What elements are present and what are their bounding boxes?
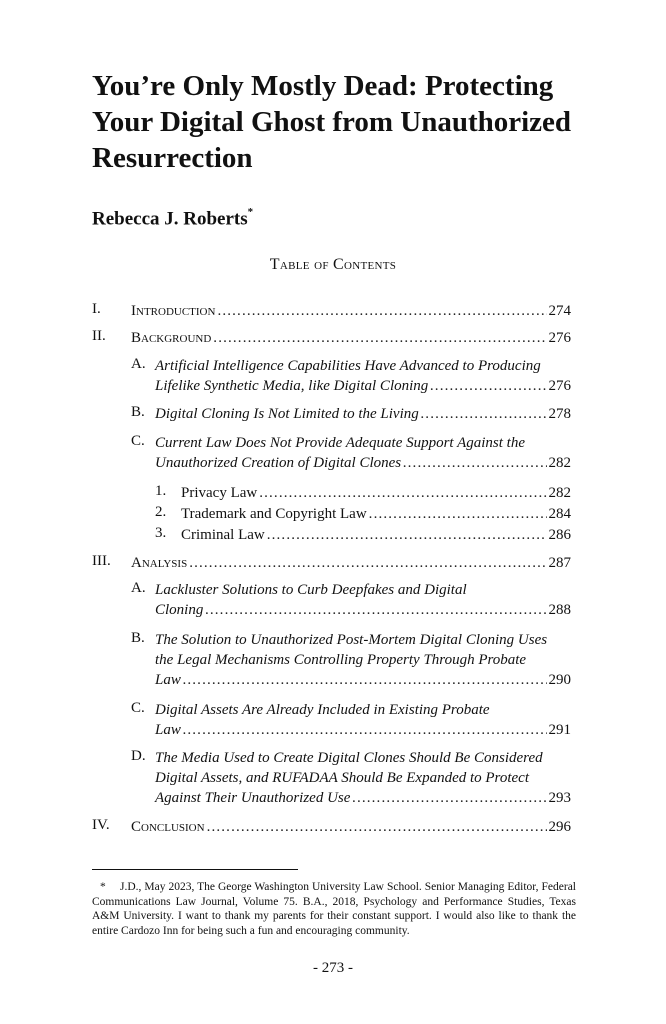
toc-entry-line: Artificial Intelligence Capabilities Have Advanced to Producing: [155, 358, 541, 374]
toc-entry-line: Against Their Unauthorized Use: [155, 790, 351, 806]
toc-entry-label: Background: [131, 330, 212, 346]
footnote: [92, 880, 576, 938]
toc-entry-line: Cloning: [155, 602, 204, 618]
toc-entry-line: Law: [155, 672, 181, 688]
toc-entry-criminal-law[interactable]: [181, 525, 571, 545]
toc-entry-conclusion[interactable]: [131, 817, 571, 837]
toc-page-number: 291: [548, 722, 571, 738]
toc-iic1-number: 1.: [155, 483, 167, 499]
toc-entry-line: Digital Assets, and RUFADAA Should Be Expanded to Protect: [155, 770, 529, 786]
page-number: - 273 -: [313, 960, 353, 976]
toc-iiic-number: C.: [131, 700, 145, 716]
toc-entry-analysis[interactable]: [131, 553, 571, 573]
toc-iiia-number: A.: [131, 580, 146, 596]
footnote-text: J.D., May 2023, The George Washington University Law School. Senior Managing Editor, Federal Communications Law Journal, Volume 75. B.A., 2018, Psychology and Performance Studies, Texas A&M University. I want to thank my parents for their constant support. I would also like to thank the entire Cardozo Inn for being such a fun and encouraging community.: [92, 881, 576, 937]
dot-leader: [352, 788, 546, 808]
toc-entry-lackluster-solutions[interactable]: [155, 580, 571, 620]
author-line: [92, 208, 253, 230]
toc-entry-digital-assets-probate[interactable]: [155, 700, 571, 740]
toc-page-number: 278: [548, 406, 571, 422]
toc-iiib-number: B.: [131, 630, 145, 646]
toc-page-number: 286: [548, 527, 571, 543]
dot-leader: [430, 376, 546, 396]
toc-heading: Table of Contents: [269, 256, 397, 273]
toc-entry-trademark-copyright[interactable]: [181, 504, 571, 524]
toc-entry-label: Criminal Law: [181, 527, 265, 543]
toc-entry-probate-solution[interactable]: [155, 630, 571, 690]
toc-entry-label: Privacy Law: [181, 485, 258, 501]
dot-leader: [217, 301, 546, 321]
dot-leader: [207, 817, 547, 837]
toc-entry-ai-capabilities[interactable]: [155, 356, 571, 396]
dot-leader: [183, 720, 547, 740]
dot-leader: [267, 525, 547, 545]
toc-iic-number: C.: [131, 433, 145, 449]
toc-page-number: 274: [548, 303, 571, 319]
article-title: You’re Only Mostly Dead: Protecting Your Digital Ghost from Unauthorized Resurrection: [92, 70, 572, 174]
dot-leader: [189, 553, 546, 573]
toc-entry-label: Digital Cloning Is Not Limited to the Living: [155, 406, 419, 422]
toc-entry-privacy-law[interactable]: [181, 483, 571, 503]
toc-iiid-number: D.: [131, 748, 146, 764]
toc-iib-number: B.: [131, 404, 145, 420]
toc-iii-number: III.: [92, 553, 111, 569]
toc-page-number: 287: [548, 555, 571, 571]
dot-leader: [421, 404, 547, 424]
toc-entry-line: The Media Used to Create Digital Clones Should Be Considered: [155, 750, 543, 766]
dot-leader: [205, 600, 546, 620]
toc-page-number: 293: [548, 790, 571, 806]
dot-leader: [213, 328, 546, 348]
toc-entry-line: the Legal Mechanisms Controlling Property Through Probate: [155, 652, 527, 668]
toc-entry-label: Introduction: [131, 303, 216, 319]
toc-entry-background[interactable]: [131, 328, 571, 348]
dot-leader: [183, 670, 547, 690]
toc-entry-rufadaa[interactable]: [155, 748, 571, 808]
toc-entry-not-limited-to-living[interactable]: [155, 404, 571, 424]
toc-entry-introduction[interactable]: [131, 301, 571, 321]
footnote-mark: *: [100, 881, 106, 893]
toc-iic2-number: 2.: [155, 504, 167, 520]
toc-entry-line: The Solution to Unauthorized Post-Mortem Digital Cloning Uses: [155, 632, 548, 648]
dot-leader: [259, 483, 546, 503]
toc-entry-current-law[interactable]: [155, 433, 571, 473]
toc-entry-line: Current Law Does Not Provide Adequate Support Against the: [155, 435, 525, 451]
toc-iv-number: IV.: [92, 817, 110, 833]
toc-entry-line: Digital Assets Are Already Included in Existing Probate: [155, 702, 490, 718]
toc-entry-line: Lifelike Synthetic Media, like Digital Cloning: [155, 378, 429, 394]
toc-iia-number: A.: [131, 356, 146, 372]
dot-leader: [403, 453, 546, 473]
toc-page-number: 276: [548, 378, 571, 394]
toc-page-number: 288: [548, 602, 571, 618]
footnote-divider: [92, 869, 298, 870]
toc-entry-label: Conclusion: [131, 819, 205, 835]
toc-iic3-number: 3.: [155, 525, 167, 541]
toc-entry-line: Unauthorized Creation of Digital Clones: [155, 455, 402, 471]
toc-i-number: I.: [92, 301, 101, 317]
toc-page-number: 276: [548, 330, 571, 346]
toc-entry-line: Law: [155, 722, 181, 738]
author-name: Rebecca J. Roberts: [92, 208, 248, 230]
toc-page-number: 284: [548, 506, 571, 522]
toc-page-number: 282: [548, 485, 571, 501]
toc-page-number: 282: [548, 455, 571, 471]
toc-page-number: 290: [548, 672, 571, 688]
toc-ii-number: II.: [92, 328, 106, 344]
toc-page-number: 296: [548, 819, 571, 835]
toc-entry-label: Analysis: [131, 555, 188, 571]
toc-entry-label: Trademark and Copyright Law: [181, 506, 367, 522]
author-footnote-mark[interactable]: *: [247, 206, 254, 218]
dot-leader: [369, 504, 547, 524]
toc-entry-line: Lackluster Solutions to Curb Deepfakes and Digital: [155, 582, 467, 598]
